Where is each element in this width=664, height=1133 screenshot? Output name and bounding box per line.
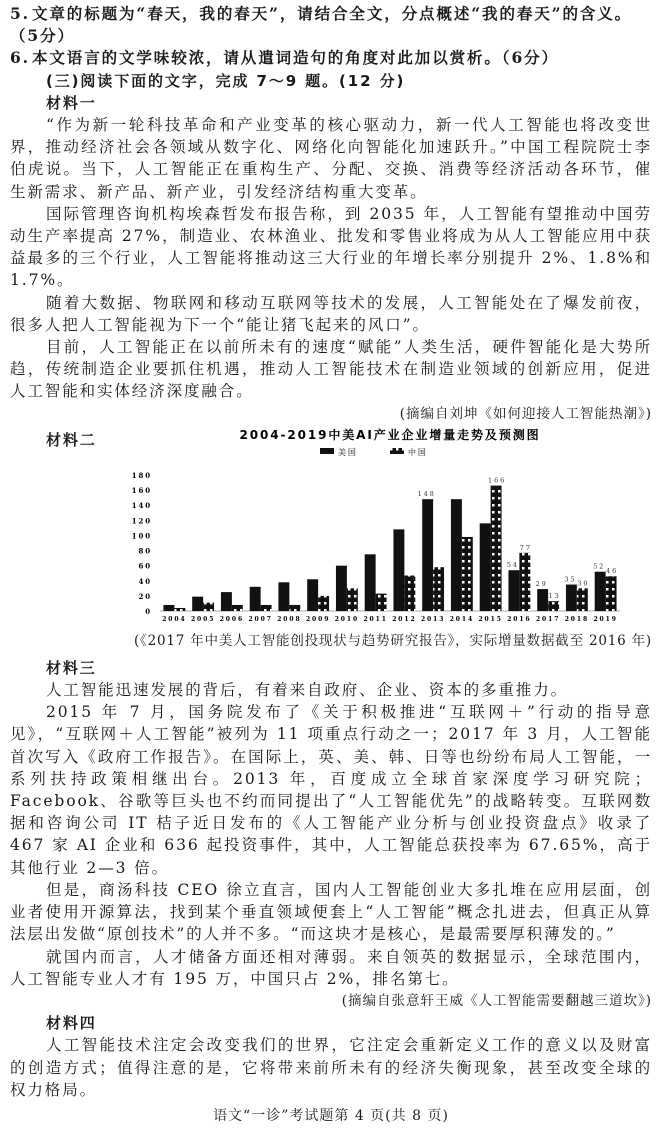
bar-us-2018 xyxy=(566,584,577,610)
y-tick-label: 140 xyxy=(131,501,152,511)
paragraph: 就国内而言，人才储备方面还相对薄弱。来自领英的数据显示，全球范围内，人工智能专业人才有 195 万，中国只占 2%，排名第七。 xyxy=(10,947,652,988)
bar-china-2008 xyxy=(289,605,300,611)
material4-title: 材料四 xyxy=(46,1014,97,1033)
x-tick-label: 2004 xyxy=(162,615,187,623)
bar-china-2004 xyxy=(174,608,185,611)
paragraph: 2015 年 7 月，国务院发布了《关于积极推进“互联网＋”行动的指导意见》，“互联网＋人工智能”被列为 11 项重点行动之一；2017 年 3 月，人工智能首次写入《政府工作报告》。在国际上，英、美、韩、日等也纷纷布局人工智能，一系列扶持政策相继出台。2013 年，百度成立全球首家深度学习研究院；Facebook、谷歌等巨头也不约而同提出了“人工智能优先”的战略转变。互联网数据和咨询公司 IT 桔子近日发布的《人工智能产业分析与创业投资盘点》收录了 467 家 AI 企业和 636 起投资事件，其中，人工智能总获投率为 67.65%，高于其他行业 2—3 倍。 xyxy=(10,703,652,877)
data-label: 52 xyxy=(593,562,606,571)
material3-title: 材料三 xyxy=(46,658,97,677)
bar-us-2012 xyxy=(393,529,404,611)
paragraph: 人工智能迅速发展的背后，有着来自政府、企业、资本的多重推力。 xyxy=(46,681,569,700)
y-tick-label: 40 xyxy=(138,576,152,586)
source-citation: (摘编自刘坤《如何迎接人工智能热潮》) xyxy=(399,405,652,422)
paragraph: 随着大数据、物联网和移动互联网等技术的发展，人工智能处在了爆发前夜，很多人把人工智能视为下一个“能让猪飞起来的风口”。 xyxy=(10,293,652,334)
bar-us-2004 xyxy=(163,605,174,611)
y-tick-label: 60 xyxy=(138,561,152,571)
x-tick-label: 2005 xyxy=(190,615,216,623)
chart-caption: (《2017 年中美人工智能创投现状与趋势研究报告》，实际增量数据截至 2016 年) xyxy=(133,632,652,649)
bar-us-2008 xyxy=(278,582,289,611)
x-tick-label: 2007 xyxy=(248,615,273,623)
x-tick-label: 2013 xyxy=(420,615,446,623)
data-label: 148 xyxy=(417,490,436,499)
paragraph: 目前，人工智能正在以前所未有的速度“赋能”人类生活，硬件智能化是大势所趋，传统制造企业要抓住机遇，推动人工智能技术在制造业领域的创新应用，促进人工智能和实体经济深度融合。 xyxy=(10,338,652,401)
legend-label-us: 美国 xyxy=(338,447,358,457)
y-tick-label: 100 xyxy=(131,531,152,541)
y-tick-label: 160 xyxy=(131,485,152,495)
bar-us-2007 xyxy=(250,587,261,611)
legend-label-china: 中国 xyxy=(408,447,428,457)
bar-us-2005 xyxy=(192,597,203,611)
data-label: 29 xyxy=(535,579,548,588)
data-label: 46 xyxy=(606,567,619,576)
y-tick-label: 180 xyxy=(131,470,152,480)
data-label: 30 xyxy=(577,579,590,588)
material2-title: 材料二 xyxy=(46,430,97,449)
x-tick-label: 2012 xyxy=(392,615,417,623)
material2-chart-block xyxy=(10,425,652,657)
bar-china-2012 xyxy=(404,575,415,611)
bar-us-2016 xyxy=(508,570,519,611)
legend-swatch-china xyxy=(390,448,404,454)
x-tick-label: 2011 xyxy=(363,615,388,623)
data-label: 77 xyxy=(519,543,532,552)
y-tick-label: 120 xyxy=(131,516,152,526)
paragraph: 但是，商汤科技 CEO 徐立直言，国内人工智能创业大多扎堆在应用层面，创业者使用开源算法，找到某个垂直领域便套上“人工智能”概念扎进去，但真正从算法层出发做“原创技术”的人并不多。“而这块才是核心，是最需要厚积薄发的。” xyxy=(10,880,652,944)
source-citation: (摘编自张意轩王威《人工智能需要翻越三道坎》) xyxy=(341,992,652,1009)
bar-china-2019 xyxy=(606,576,617,611)
section-heading: (三)阅读下面的文字，完成 7～9 题。(12 分) xyxy=(46,71,406,90)
bar-us-2013 xyxy=(422,499,433,611)
y-tick-label: 0 xyxy=(145,606,152,616)
bar-china-2007 xyxy=(261,605,272,611)
bar-us-2009 xyxy=(307,579,318,611)
question-5: 5. 文章的标题为“春天，我的春天”，请结合全文，分点概述“我的春天”的含义。（5分） xyxy=(10,4,633,46)
x-tick-label: 2008 xyxy=(277,615,302,623)
page-footer: 语文“一诊”考试题第 4 页(共 8 页) xyxy=(213,1107,449,1124)
bar-us-2006 xyxy=(221,592,232,611)
bar-us-2010 xyxy=(336,566,347,611)
x-tick-label: 2018 xyxy=(564,615,590,623)
bar-us-2017 xyxy=(537,589,548,611)
bar-us-2014 xyxy=(451,499,462,611)
bar-china-2017 xyxy=(548,601,559,611)
paragraph: “作为新一轮科技革命和产业变革的核心驱动力，新一代人工智能也将改变世界，推动经济社会各领域从数字化、网络化向智能化加速跃升。”中国工程院院士李伯虎说。当下，人工智能正在重构生产、分配、交换、消费等经济活动各环节，催生新需求、新产品、新产业，引发经济结构重大变革。 xyxy=(10,116,652,201)
bar-china-2005 xyxy=(203,603,214,611)
x-tick-label: 2009 xyxy=(305,615,331,623)
bar-china-2006 xyxy=(232,605,243,611)
paragraph: 人工智能技术注定会改变我们的世界，它注定会重新定义工作的意义以及财富的创造方式；值得注意的是，它将带来前所未有的经济失衡现象，甚至改变全球的权力格局。 xyxy=(10,1036,652,1099)
data-label: 13 xyxy=(548,592,561,601)
page xyxy=(10,0,652,1133)
bar-us-2019 xyxy=(595,572,606,611)
data-label: 54 xyxy=(506,561,519,570)
bar-china-2011 xyxy=(376,593,387,610)
bar-china-2010 xyxy=(347,588,358,611)
data-label: 35 xyxy=(564,575,577,584)
bar-china-2015 xyxy=(491,485,502,610)
x-tick-label: 2015 xyxy=(478,615,503,623)
bar-china-2018 xyxy=(577,588,588,611)
bar-china-2014 xyxy=(462,537,473,611)
bar-chart xyxy=(10,425,652,629)
legend-swatch-us xyxy=(320,448,334,454)
x-tick-label: 2010 xyxy=(334,615,360,623)
x-tick-label: 2014 xyxy=(449,615,475,623)
paragraph: 国际管理咨询机构埃森哲发布报告称，到 2035 年，人工智能有望推动中国劳动生产率提高 27%，制造业、农林渔业、批发和零售业将成为从人工智能应用中获益最多的三个行业，人工智能将推动这三大行业的年增长率分别提升 2%、1.8%和 1.7%。 xyxy=(10,204,652,290)
y-tick-label: 20 xyxy=(138,591,152,601)
x-tick-label: 2019 xyxy=(593,615,618,623)
bar-china-2013 xyxy=(433,567,444,611)
material1-title: 材料一 xyxy=(46,93,97,112)
y-tick-label: 80 xyxy=(138,546,152,556)
question-6: 6. 本文语言的文学味较浓，请从遣词造句的角度对此加以赏析。（6分） xyxy=(10,48,559,68)
x-tick-label: 2006 xyxy=(219,615,245,623)
bar-us-2015 xyxy=(480,523,491,611)
bar-china-2016 xyxy=(519,553,530,611)
chart-title: 2004-2019中美AI产业企业增量走势及预测图 xyxy=(239,427,541,442)
bar-us-2011 xyxy=(365,554,376,611)
data-label: 166 xyxy=(488,476,507,485)
x-tick-label: 2017 xyxy=(535,615,561,623)
bar-china-2009 xyxy=(318,596,329,611)
x-tick-label: 2016 xyxy=(507,615,532,623)
